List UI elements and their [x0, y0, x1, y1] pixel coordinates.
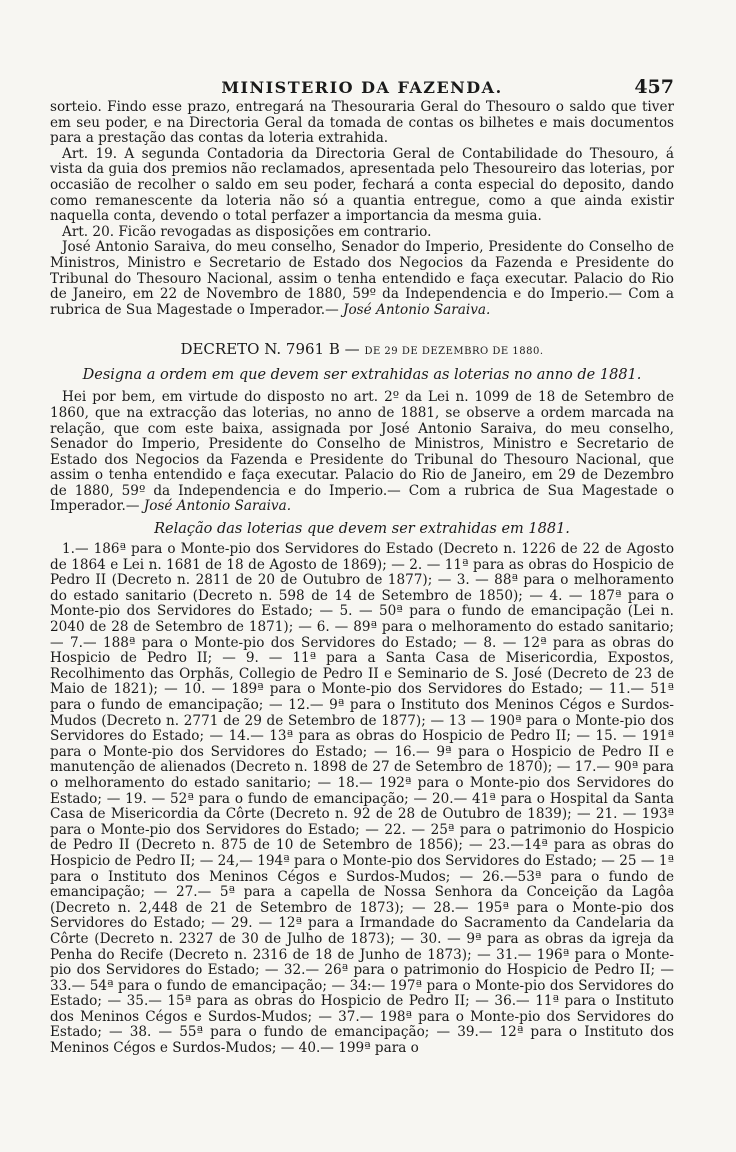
decree-title [50, 340, 674, 361]
running-title: MINISTERIO DA FAZENDA. [221, 78, 503, 97]
art-18-continuation: sorteio. Findo esse prazo, entregará na Thesouraria Geral do Thesouro o saldo que tiver em seu poder, e na Directoria Geral da tomada de contas os bilhetes e mais documentos para a prestação das contas da loteria extrahida. [50, 99, 674, 147]
decree-title-main: DECRETO N. 7961 B — [180, 340, 360, 359]
relation-list: 1.— 186ª para o Monte-pio dos Servidores do Estado (Decreto n. 1226 de 22 de Agosto de 1864 e Lei n. 1681 de 18 de Agosto de 1869); — 2. — 11ª para as obras do Hospicio de Pedro II (Decreto n. 2811 de 20 de Outubro de 1877); — 3. — 88ª para o melhoramento do estado sanitario (Decreto n. 598 de 14 de Setembro de 1850); — 4. — 187ª para o Monte-pio dos Servidores do Estado; — 5. — 50ª para o fundo de emancipação (Lei n. 2040 de 28 de Setembro de 1871); — 6. — 89ª para o melhoramento do estado sanitario; — 7.— 188ª para o Monte-pio dos Servidores do Estado; — 8. — 12ª para as obras do Hospicio de Pedro II; — 9. — 11ª para a Santa Casa de Misericordia, Expostos, Recolhimento das Orphãs, Collegio de Pedro II e Seminario de S. José (Decreto de 23 de Maio de 1821); — 10. — 189ª para o Monte-pio dos Servidores do Estado; — 11.— 51ª para o fundo de emancipação; — 12.— 9ª para o Instituto dos Meninos Cégos e Surdos-Mudos (Decreto n. 2771 de 29 de Setembro de 1877); — 13 — 190ª para o Monte-pio dos Servidores do Estado; — 14.— 13ª para as obras do Hospicio de Pedro II; — 15. — 191ª para o Monte-pio dos Servidores do Estado; — 16.— 9ª para o Hospicio de Pedro II e manutenção de alienados (Decreto n. 1898 de 27 de Setembro de 1870); — 17.— 90ª para o melhoramento do estado sanitario; — 18.— 192ª para o Monte-pio dos Servidores do Estado; — 19. — 52ª para o fundo de emancipação; — 20.— 41ª para o Hospital da Santa Casa de Misericordia da Côrte (Decreto n. 92 de 28 de Outubro de 1839); — 21. — 193ª para o Monte-pio dos Servidores do Estado; — 22. — 25ª para o patrimonio do Hospicio de Pedro II (Decreto n. 875 de 10 de Setembro de 1856); — 23.—14ª para as obras do Hospicio de Pedro II; — 24,— 194ª para o Monte-pio dos Servidores do Estado; — 25 — 1ª para o Instituto dos Meninos Cégos e Surdos-Mudos; — 26.—53ª para o fundo de emancipação; — 27.— 5ª para a capella de Nossa Senhora da Conceição da Lagôa (Decreto n. 2,448 de 21 de Setembro de 1873); — 28.— 195ª para o Monte-pio dos Servidores do Estado; — 29. — 12ª para a Irmandade do Sacramento da Candelaria da Côrte (Decreto n. 2327 de 30 de Julho de 1873); — 30. — 9ª para as obras da igreja da Penha do Recife (Decreto n. 2316 de 18 de Junho de 1873); — 31.— 196ª para o Monte-pio dos Servidores do Estado; — 32.— 26ª para o patrimonio do Hospicio de Pedro II; — 33.— 54ª para o fundo de emancipação; — 34:— 197ª para o Monte-pio dos Servidores do Estado; — 35.— 15ª para as obras do Hospicio de Pedro II; — 36.— 11ª para o Instituto dos Meninos Cégos e Surdos-Mudos; — 37.— 198ª para o Monte-pio dos Servidores do Estado; — 38. — 55ª para o fundo de emancipação; — 39.— 12ª para o Instituto dos Meninos Cégos e Surdos-Mudos; — 40.— 199ª para o [50, 541, 674, 1057]
decree-subtitle: Designa a ordem em que devem ser extrahidas as loterias no anno de 1881. [82, 367, 642, 384]
relation-title: Relação das loterias que devem ser extrahidas em 1881. [154, 521, 570, 538]
closing-text: José Antonio Saraiva, do meu conselho, Senador do Imperio, Presidente do Conselho de Ministros, Ministro e Secretario de Estado dos Negocios da Fazenda e Presidente do Tribunal do Thesouro Nacional, assim o tenha entendido e faça executar. Palacio do Rio de Janeiro, em 22 de Novembro de 1880, 59º da Independencia e do Imperio.— Com a rubrica de Sua Magestade o Imperador.— [50, 239, 674, 318]
closing-paragraph [50, 240, 674, 318]
closing-signer: José Antonio Saraiva. [343, 301, 491, 318]
decree-body-text: Hei por bem, em virtude do disposto no art. 2º da Lei n. 1099 de 18 de Setembro de 1860, que na extracção das loterias, no anno de 1881, se observe a ordem marcada na relação, que com este baixa, assignada por José Antonio Saraiva, do meu conselho, Senador do Imperio, Presidente do Conselho de Ministros, Ministro e Secretario de Estado dos Negocios da Fazenda e Presidente do Tribunal do Thesouro Nacional, que assim o tenha entendido e faça executar. Palacio do Rio de Janeiro, em 29 de Dezembro de 1880, 59º da Independencia e do Imperio.— Com a rubrica de Sua Magestade o Imperador.— [50, 389, 674, 515]
decree-title-date: DE 29 DE DEZEMBRO DE 1880. [364, 346, 544, 358]
art-19-paragraph: Art. 19. A segunda Contadoria da Directoria Geral de Contabilidade do Thesouro, á vista da guia dos premios não reclamados, apresentada pelo Thesoureiro das loterias, por occasião de recolher o saldo em seu poder, fechará a conta especial do deposito, dando como remanescente da loteria não só a quantia entregue, como a que ainda existir naquella conta, devendo o total perfazer a importancia da mesma guia. [50, 145, 674, 225]
art-20-paragraph: Art. 20. Ficão revogadas as disposições em contrario. [62, 223, 432, 240]
decree-body-signer: José Antonio Saraiva. [143, 498, 292, 515]
page-number: 457 [634, 76, 674, 98]
page-header [50, 70, 674, 100]
decree-body [50, 390, 674, 515]
